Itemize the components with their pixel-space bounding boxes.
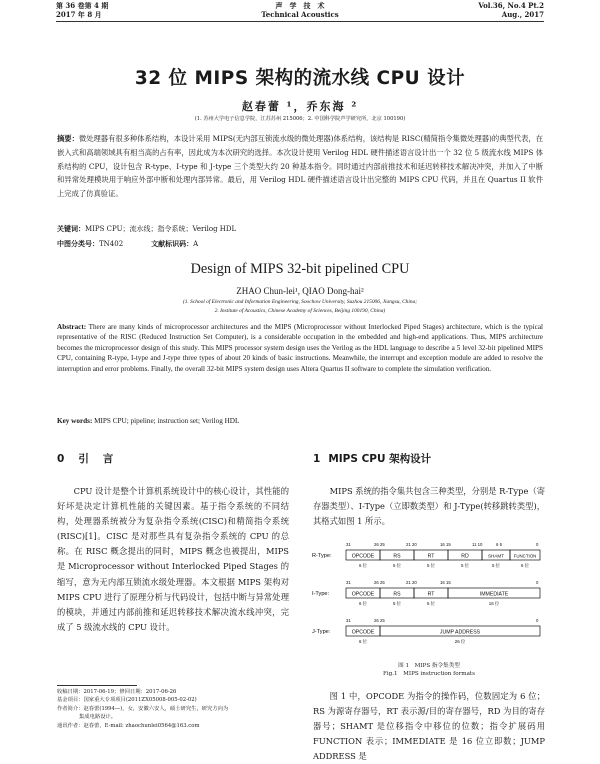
r-bit-1: 26 25 [374, 542, 385, 547]
instruction-format-figure [312, 532, 546, 658]
j-type-label: J-Type: [312, 629, 331, 635]
r-width-5: 6 位 [520, 563, 530, 568]
r-type-widths [359, 562, 530, 569]
i-bit-4: 0 [536, 580, 539, 585]
r-bit-5: 6 5 [496, 542, 502, 547]
r-bit-4: 11 10 [472, 542, 483, 547]
section-1-figure-explanation: 图 1 中，OPCODE 为指令的操作码，位数固定为 6 位；RS 为源寄存器号，RT 表示源/目的寄存器号，RD 为目的寄存器号；SHAMT 是位移指令中移位的位数；指令扩展码用 FUNCTION 表示；IMMEDIATE 是 16 位立即数；JUMP ADDRESS 是 [313, 691, 545, 762]
i-field-rs: RS [393, 591, 401, 598]
i-bit-2: 21 20 [406, 580, 417, 585]
section-1-title: MIPS CPU 架构设计 [328, 453, 432, 465]
j-bit-1: 26 25 [374, 618, 385, 623]
r-bit-0: 31 [346, 542, 351, 547]
r-type-fields [346, 550, 540, 560]
i-type-fields [346, 588, 540, 598]
doc-code-label: 文献标识码： [151, 239, 194, 248]
footnote-received: 收稿日期：2017-06-19；修回日期：2017-06-26 [57, 689, 177, 695]
footnotes [57, 688, 297, 730]
abstract-en-label: Abstract: [57, 323, 87, 331]
i-type-widths [359, 600, 500, 607]
i-type-label: I-Type: [312, 591, 330, 597]
paper-title-cn: 32 位 MIPS 架构的流水线 CPU 设计 [134, 68, 466, 89]
abstract-cn-label: 摘要： [57, 134, 79, 143]
footnote-author-intro-cont: 集成电路设计。 [79, 714, 117, 721]
keywords-en-text: MIPS CPU; pipeline; instruction set; Verilog HDL [94, 417, 240, 425]
r-field-rt: RT [427, 553, 435, 560]
keywords-en-label: Key words: [57, 417, 93, 425]
i-type-field-labels [352, 592, 509, 598]
figure-1-caption-cn: 图 1 MIPS 指令集类型 [398, 663, 460, 669]
keywords-cn [57, 224, 543, 234]
i-field-immediate: IMMEDIATE [479, 591, 509, 598]
r-width-2: 5 位 [426, 563, 436, 568]
j-field-address: JUMP ADDRESS [439, 629, 481, 636]
i-bit-1: 26 25 [374, 580, 385, 585]
i-width-1: 5 位 [392, 601, 402, 606]
volume-issue: 第 36 卷第 4 期 [56, 1, 109, 10]
abstract-en [57, 322, 543, 374]
footnote-author-intro: 作者简介：赵春蕾(1994—)，女，安徽六安人，硕士研究生，研究方向为 [57, 705, 229, 712]
r-type-bit-labels [346, 542, 539, 547]
i-width-2: 5 位 [426, 601, 436, 606]
classification-line [57, 239, 543, 249]
r-bit-2: 21 20 [406, 542, 417, 547]
section-0-heading [57, 451, 127, 466]
keywords-cn-text: MIPS CPU；流水线；指令系统；Verilog HDL [85, 225, 237, 233]
j-width-0: 6 位 [358, 639, 368, 644]
j-field-opcode: OPCODE [351, 629, 375, 636]
i-field-opcode: OPCODE [351, 591, 375, 598]
r-field-function: FUNCTION [513, 553, 537, 559]
authors-cn: 赵春蕾 ¹，乔东海 ² [241, 100, 359, 113]
volume-issue-en: Vol.36, No.4 Pt.2 [478, 1, 544, 10]
j-type-bit-labels [346, 618, 539, 623]
header-rule [56, 21, 544, 22]
r-type-field-labels [352, 554, 537, 560]
footnote-fund: 基金项目：国家重大专项项目(2011ZX05008-005-02-02) [57, 697, 197, 704]
journal-name-cn: 声 学 技 术 [275, 1, 325, 10]
r-width-1: 5 位 [392, 563, 402, 568]
i-type-bit-labels [346, 580, 539, 585]
journal-name-en: Technical Acoustics [261, 10, 339, 19]
section-1-heading [313, 451, 431, 466]
section-1-intro-paragraph: MIPS 系统的指令集共包含三种类型，分别是 R-Type（寄存器类型）、I-Type（立即数类型）和 J-Type(转移跳转类型)，其格式如图 1 所示。 [313, 486, 545, 527]
i-bit-0: 31 [346, 580, 351, 585]
r-bit-3: 16 15 [440, 542, 451, 547]
doc-code-value: A [193, 240, 199, 248]
i-field-rt: RT [427, 591, 435, 598]
r-field-rd: RD [461, 553, 469, 560]
j-bit-0: 31 [346, 618, 351, 623]
intro-paragraph: CPU 设计是整个计算机系统设计中的核心设计，其性能的好坏是决定计算机性能的关键因素。基于指令系统的不同结构，处理器系统被分为复杂指令系统(CISC)和精简指令系统(RISC)[1]。CISC 是对那些具有复杂指令系统的 CPU 的总称。在 RISC 概念提出的同时，MIPS 概念也被提出，MIPS 是 Microprocessor without Interlocked Piped Stages 的缩写，意为无内部互锁流水级处理器。本文根据 MIPS 架构对 MIPS CPU 进行了原理分析与代码设计，包括中断与异常处理的模块，并通过内部前推和延迟转移技术解决流水线冲突，完成了 5 级流水线的 CPU 设计。 [57, 486, 289, 632]
footnote-rule [57, 685, 137, 686]
j-type-widths [359, 638, 466, 645]
figure-1-caption [312, 662, 546, 678]
publication-date: 2017 年 8 月 [56, 10, 102, 19]
r-width-0: 6 位 [358, 563, 368, 568]
section-1-number: 1 [313, 453, 321, 465]
j-width-1: 26 位 [454, 639, 466, 644]
clc-value: TN402 [99, 240, 124, 248]
section-0-number: 0 [57, 453, 65, 465]
keywords-cn-label: 关键词： [57, 224, 85, 233]
r-width-3: 5 位 [460, 563, 470, 568]
i-width-0: 6 位 [358, 601, 368, 606]
r-field-rs: RS [393, 553, 401, 560]
abstract-cn-text: 微处理器有很多种体系结构，本设计采用 MIPS(无内部互锁流水级的微处理器)体系结构，该结构是 RISC(精简指令集微处理器)的典型代表，在嵌入式和高端领域具有相当高的占有率，因此成为本次研究的选择。本次设计使用 Verilog HDL 硬件描述语言设计出一个 32 位 5 级流水线 MIPS 体系结构的 CPU，设计包含 R-type、I-type 和 J-type 三个类型大约 20 种基本指令。同时通过内部前推技术和延迟转移技术解决冲突，并加入了中断和异常处理模块用于响应外部中断和处理内部异常。最后，用 Verilog HDL 硬件描述语言设计出完整的 MIPS CPU 代码，并且在 Quartus II 软件上完成了仿真验证。 [57, 134, 543, 199]
r-field-opcode: OPCODE [351, 553, 375, 560]
abstract-cn [57, 132, 543, 201]
clc-label: 中图分类号： [57, 239, 99, 248]
j-type-field-labels [352, 630, 481, 636]
section-0-title: 引言 [78, 453, 128, 465]
i-bit-3: 16 15 [440, 580, 451, 585]
affiliation-en-2: 2. Institute of Acoustics, Chinese Academy of Sciences, Beijing 100190, China) [214, 308, 386, 314]
r-field-shamt: SHAMT [487, 553, 505, 559]
abstract-en-text: There are many kinds of microprocessor architectures and the MIPS (Microprocessor without Interlocked Piped Stages) architecture, which is the typical representative of the RISC (Reduced Instruction Set Computer), is a considerable occupation in the embedded and high-end applications. Thus, MIPS architecture becomes the microprocessor design of this study. This MIPS processor system design uses the Verilog as the HDL language to describe a 5 level 32-bit pipelined MIPS CPU, containing R-type, I-type and J-type three types of about 20 kinds of basic instructions. Meanwhile, the interrupt and exception module are added to resolve the interruption and error problems. Finally, the overall 32-bit MIPS system design uses Altera Quartus II software to complete the simulation verification. [57, 323, 544, 373]
r-type-label: R-Type: [312, 553, 332, 559]
r-width-4: 5 位 [491, 563, 501, 568]
journal-issue-en [478, 1, 544, 19]
paper-title-en: Design of MIPS 32-bit pipelined CPU [190, 261, 410, 277]
publication-date-en: Aug., 2017 [501, 10, 544, 19]
affiliation-en-1: (1. School of Electronic and Information Engineering, Soochow University, Suzhou 215006, Jiangsu, China; [182, 299, 418, 305]
footnote-correspondence: 通讯作者：赵春蕾，E-mail: zhaochunlei0564@163.com [57, 722, 200, 729]
running-header [0, 0, 600, 22]
r-bit-6: 0 [536, 542, 539, 547]
affiliation-cn: (1. 苏州大学电子信息学院，江苏苏州 215006；2. 中国科学院声学研究所，北京 100190) [194, 116, 406, 122]
j-bit-2: 0 [536, 618, 539, 623]
keywords-en [57, 417, 543, 425]
i-width-3: 16 位 [488, 601, 500, 606]
figure-1-caption-en: Fig.1 MIPS instruction formats [382, 671, 476, 677]
authors-en: ZHAO Chun-lei¹, QIAO Dong-hai² [236, 286, 364, 296]
